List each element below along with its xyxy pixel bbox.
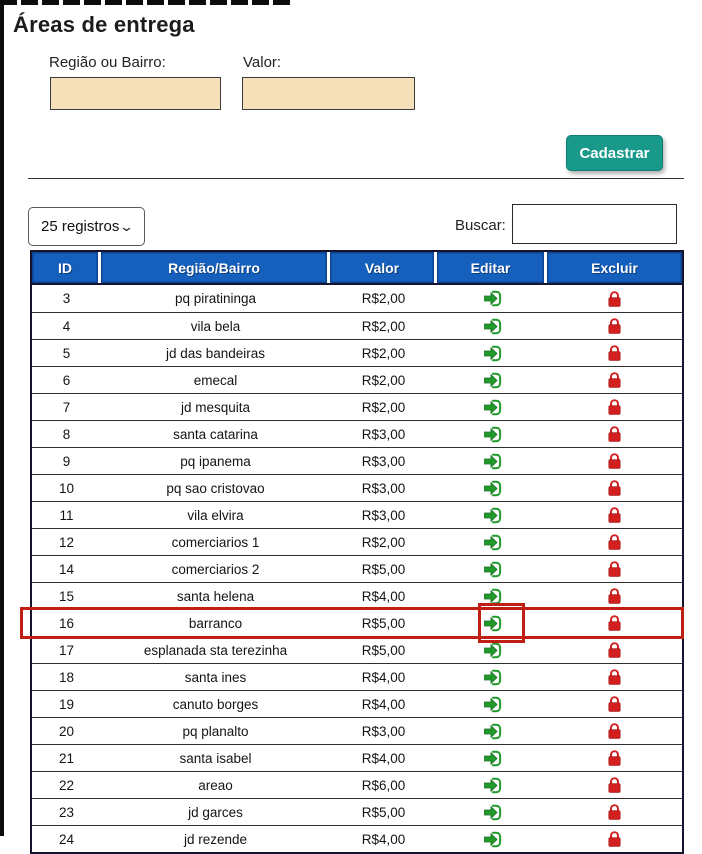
cell-region: pq piratininga — [174, 291, 257, 306]
sign-in-arrow-icon — [482, 775, 503, 796]
sign-in-arrow-icon — [482, 748, 503, 769]
sign-in-arrow-icon — [482, 559, 503, 580]
lock-icon — [605, 397, 624, 417]
cell-valor: R$3,00 — [361, 453, 406, 469]
cell-region: comerciarios 1 — [171, 534, 260, 550]
cell-region: jd das bandeiras — [165, 345, 266, 361]
edit-button[interactable] — [437, 829, 547, 850]
sign-in-arrow-icon — [482, 424, 503, 445]
sign-in-arrow-icon — [482, 667, 503, 688]
table-row — [32, 690, 682, 717]
sign-in-arrow-icon — [482, 370, 503, 391]
cell-id: 6 — [62, 372, 71, 388]
lock-icon — [605, 370, 624, 390]
edit-button[interactable] — [437, 586, 547, 607]
table-row — [32, 798, 682, 825]
header-region[interactable]: Região/Bairro — [101, 252, 330, 283]
table-row — [32, 744, 682, 771]
sign-in-arrow-icon — [482, 532, 503, 553]
edit-button[interactable] — [437, 316, 547, 337]
lock-icon — [605, 559, 624, 579]
sign-in-arrow-icon — [482, 721, 503, 742]
cell-valor: R$2,00 — [361, 399, 406, 415]
lock-icon — [605, 424, 624, 444]
table-row — [32, 420, 682, 447]
cell-valor: R$3,00 — [361, 426, 406, 442]
table-row — [32, 447, 682, 474]
cell-valor: R$5,00 — [361, 615, 406, 631]
table-row — [32, 393, 682, 420]
cell-id: 24 — [58, 831, 75, 847]
edit-button[interactable] — [437, 721, 547, 742]
cell-valor: R$5,00 — [361, 642, 406, 658]
edit-button[interactable] — [437, 559, 547, 580]
header-id[interactable]: ID — [32, 252, 101, 283]
page-size-select[interactable] — [28, 207, 145, 246]
delete-lock-button[interactable] — [547, 505, 682, 525]
sign-in-arrow-icon — [482, 451, 503, 472]
region-input[interactable] — [50, 77, 221, 110]
cell-valor: R$5,00 — [361, 804, 406, 820]
lock-icon — [605, 289, 624, 309]
sign-in-arrow-icon — [482, 613, 503, 634]
cell-region: santa isabel — [179, 750, 252, 766]
cell-id: 5 — [62, 345, 71, 361]
cell-region: pq ipanema — [180, 453, 251, 469]
region-label: Região ou Bairro: — [49, 54, 166, 71]
delete-lock-button[interactable] — [547, 397, 682, 417]
edit-button[interactable] — [437, 640, 547, 661]
lock-icon — [605, 640, 624, 660]
sign-in-arrow-icon — [482, 478, 503, 499]
table-row — [32, 555, 682, 582]
table-row — [32, 663, 682, 690]
sign-in-arrow-icon — [482, 802, 503, 823]
search-input[interactable] — [512, 204, 677, 244]
sign-in-arrow-icon — [482, 829, 503, 850]
header-excluir[interactable]: Excluir — [547, 252, 682, 283]
delete-lock-button[interactable] — [547, 316, 682, 336]
lock-icon — [605, 586, 624, 606]
delete-lock-button[interactable] — [547, 559, 682, 579]
cell-valor: R$4,00 — [361, 696, 406, 712]
cell-valor: R$3,00 — [361, 723, 406, 739]
cell-id: 17 — [58, 642, 75, 658]
sign-in-arrow-icon — [482, 316, 503, 337]
cell-region: areao — [198, 777, 233, 793]
table-row — [32, 285, 682, 312]
edit-button[interactable] — [437, 397, 547, 418]
delete-lock-button[interactable] — [547, 748, 682, 768]
cell-id: 11 — [59, 507, 74, 523]
table-header-row — [32, 252, 682, 285]
cell-id: 10 — [58, 480, 75, 496]
cell-id: 21 — [58, 750, 75, 766]
cell-region: comerciarios 2 — [171, 561, 260, 577]
valor-input[interactable] — [242, 77, 415, 110]
chevron-down-icon: ⌄ — [118, 218, 135, 234]
delete-lock-button[interactable] — [547, 694, 682, 714]
delete-lock-button[interactable] — [547, 721, 682, 741]
edit-button[interactable] — [437, 532, 547, 553]
cell-region: vila elvira — [187, 507, 244, 523]
sign-in-arrow-icon — [482, 288, 503, 309]
cell-valor: R$2,00 — [361, 534, 406, 550]
cell-valor: R$4,00 — [361, 831, 406, 847]
edit-button[interactable] — [437, 288, 547, 309]
cell-id: 18 — [58, 669, 75, 685]
cell-region: jd rezende — [183, 831, 248, 847]
cell-id: 19 — [58, 696, 75, 712]
delete-lock-button[interactable] — [547, 478, 682, 498]
table-row — [32, 717, 682, 744]
edit-button[interactable] — [437, 748, 547, 769]
cell-region: esplanada sta terezinha — [143, 642, 288, 658]
delete-lock-button[interactable] — [547, 370, 682, 390]
lock-icon — [605, 505, 624, 525]
edit-button[interactable] — [437, 343, 547, 364]
cell-valor: R$3,00 — [361, 507, 406, 523]
cell-id: 22 — [58, 777, 75, 793]
cell-valor: R$2,00 — [361, 318, 406, 334]
lock-icon — [605, 748, 624, 768]
window-left-edge — [0, 0, 4, 836]
cell-id: 23 — [58, 804, 75, 820]
delete-lock-button[interactable] — [547, 532, 682, 552]
cell-id: 4 — [62, 318, 71, 334]
edit-button[interactable] — [437, 667, 547, 688]
edit-button[interactable] — [437, 775, 547, 796]
cell-valor: R$2,00 — [361, 345, 406, 361]
cell-region: santa catarina — [173, 426, 258, 442]
lock-icon — [605, 829, 624, 849]
delete-lock-button[interactable] — [547, 802, 682, 822]
sign-in-arrow-icon — [482, 586, 503, 607]
lock-icon — [605, 532, 624, 552]
lock-icon — [605, 775, 624, 795]
header-valor[interactable]: Valor — [330, 252, 437, 283]
cell-region: vila bela — [190, 318, 241, 334]
cell-valor: R$4,00 — [361, 669, 406, 685]
delete-lock-button[interactable] — [547, 640, 682, 660]
cell-region: emecal — [193, 372, 238, 388]
lock-icon — [605, 667, 624, 687]
search-label: Buscar: — [455, 217, 506, 234]
cell-id: 8 — [62, 426, 71, 442]
table-row — [32, 501, 682, 528]
cell-valor: R$5,00 — [361, 561, 406, 577]
cell-valor: R$2,00 — [361, 372, 406, 388]
sign-in-arrow-icon — [482, 397, 503, 418]
edit-button[interactable] — [437, 613, 547, 634]
edit-button[interactable] — [437, 505, 547, 526]
delivery-areas-table — [30, 250, 684, 854]
cell-region: santa ines — [184, 669, 247, 685]
cell-region: santa helena — [176, 588, 255, 604]
cell-valor: R$3,00 — [361, 480, 406, 496]
table-body — [32, 285, 682, 852]
clipped-text-strip — [0, 0, 292, 5]
cell-id: 3 — [62, 291, 71, 306]
cell-valor: R$4,00 — [361, 588, 406, 604]
table-row — [32, 528, 682, 555]
cell-region: canuto borges — [172, 696, 259, 712]
delete-lock-button[interactable] — [547, 424, 682, 444]
cell-valor: R$4,00 — [361, 750, 406, 766]
cell-id: 15 — [58, 588, 75, 604]
page-title: Áreas de entrega — [13, 12, 195, 37]
table-row — [32, 312, 682, 339]
cell-id: 12 — [58, 534, 75, 550]
edit-button[interactable] — [437, 424, 547, 445]
sign-in-arrow-icon — [482, 640, 503, 661]
lock-icon — [605, 451, 624, 471]
cell-id: 20 — [58, 723, 75, 739]
table-row — [32, 636, 682, 663]
cell-region: jd mesquita — [180, 399, 251, 415]
sign-in-arrow-icon — [482, 505, 503, 526]
table-row — [32, 771, 682, 798]
delete-lock-button[interactable] — [547, 829, 682, 849]
edit-button[interactable] — [437, 694, 547, 715]
cell-region: pq planalto — [182, 723, 249, 739]
sign-in-arrow-icon — [482, 343, 503, 364]
section-divider — [28, 178, 684, 179]
cell-region: pq sao cristovao — [166, 480, 265, 496]
cell-id: 14 — [58, 561, 75, 577]
delete-lock-button[interactable] — [547, 289, 682, 309]
lock-icon — [605, 316, 624, 336]
edit-button[interactable] — [437, 370, 547, 391]
page-size-label: 25 registros — [41, 218, 120, 235]
lock-icon — [605, 802, 624, 822]
lock-icon — [605, 613, 624, 633]
delete-lock-button[interactable] — [547, 586, 682, 606]
delete-lock-button[interactable] — [547, 613, 682, 633]
cell-id: 7 — [62, 399, 71, 415]
lock-icon — [605, 694, 624, 714]
delete-lock-button[interactable] — [547, 775, 682, 795]
header-editar[interactable]: Editar — [437, 252, 547, 283]
table-row — [32, 582, 682, 609]
table-row — [32, 339, 682, 366]
lock-icon — [605, 343, 624, 363]
delete-lock-button[interactable] — [547, 343, 682, 363]
valor-label: Valor: — [243, 54, 282, 71]
edit-button[interactable] — [437, 478, 547, 499]
cell-valor: R$6,00 — [361, 777, 406, 793]
lock-icon — [605, 478, 624, 498]
cell-region: barranco — [188, 615, 243, 631]
lock-icon — [605, 721, 624, 741]
edit-button[interactable] — [437, 451, 547, 472]
sign-in-arrow-icon — [482, 694, 503, 715]
cell-id: 16 — [58, 615, 75, 631]
delete-lock-button[interactable] — [547, 451, 682, 471]
cell-valor: R$2,00 — [361, 291, 406, 306]
delete-lock-button[interactable] — [547, 667, 682, 687]
table-row — [32, 474, 682, 501]
cell-id: 9 — [62, 453, 71, 469]
table-row — [32, 825, 682, 852]
cell-region: jd garces — [188, 804, 243, 820]
table-row — [32, 366, 682, 393]
edit-button[interactable] — [437, 802, 547, 823]
table-row — [32, 609, 682, 636]
cadastrar-button[interactable]: Cadastrar — [566, 135, 663, 171]
